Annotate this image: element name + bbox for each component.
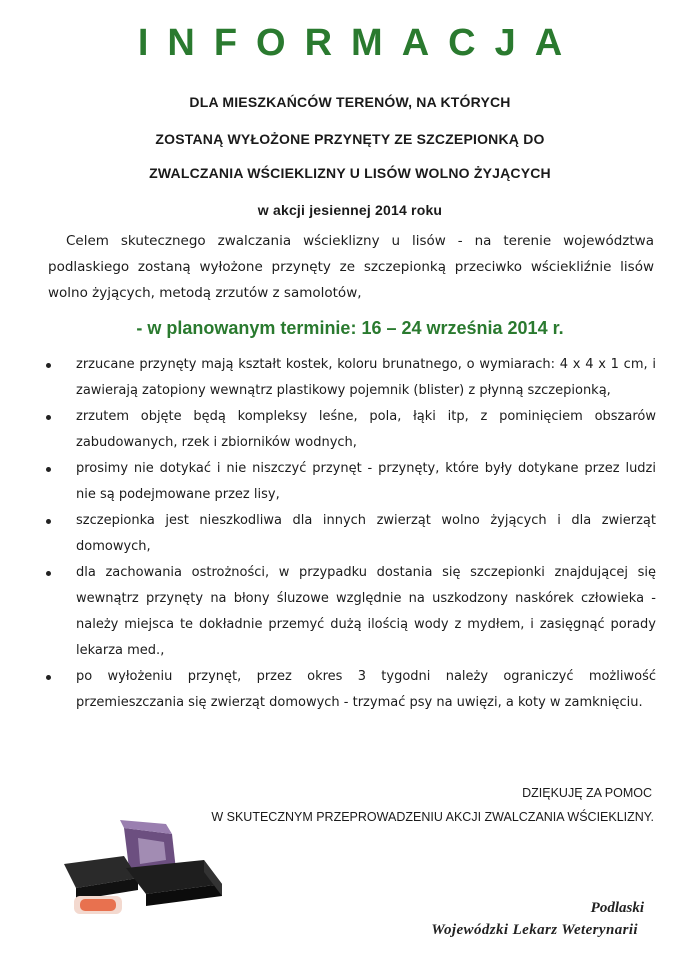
headline-line-2: ZOSTANĄ WYŁOŻONE PRZYNĘTY ZE SZCZEPIONKĄ DO (155, 131, 545, 147)
headline-line-1: DLA MIESZKAŃCÓW TERENÓW, NA KTÓRYCH (189, 94, 511, 110)
bullet-icon (46, 415, 51, 420)
list-item (44, 664, 656, 716)
instructions-list (44, 352, 656, 716)
list-item (44, 560, 656, 664)
campaign-subtitle: w akcji jesiennej 2014 roku (257, 202, 443, 218)
bullet-icon (46, 519, 51, 524)
dark-bait-cube-icon (64, 856, 138, 900)
dark-bait-cube-icon-2 (126, 860, 222, 906)
thanks-line-2: W SKUTECZNYM PRZEPROWADZENIU AKCJI ZWALCZANIA WŚCIEKLIZNY. (211, 810, 654, 824)
list-item (44, 508, 656, 560)
bullet-icon (46, 675, 51, 680)
list-item-text: prosimy nie dotykać i nie niszczyć przynęt - przynęty, które były dotykane przez ludzi nie są podejmowane przez lisy, (76, 461, 656, 502)
bullet-icon (46, 571, 51, 576)
orange-blister-icon (74, 896, 122, 914)
signature-line-2: Wojewódzki Lekarz Weterynarii (431, 922, 638, 938)
planned-term: - w planowanym terminie: 16 – 24 września 2014 r. (136, 318, 564, 338)
signature-line-1: Podlaski (590, 900, 644, 916)
list-item-text: dla zachowania ostrożności, w przypadku dostania się szczepionki znajdującej się wewnątrz przynęty na błony śluzowe względnie na uszkodzony naskórek człowieka - należy miejsca te dokładnie przemyć dużą ilością wody z mydłem, i zasięgnąć porady lekarza med., (76, 565, 656, 658)
list-item-text: po wyłożeniu przynęt, przez okres 3 tygodni należy ograniczyć możliwość przemieszczania się zwierząt domowych - trzymać psy na uwięzi, a koty w zamknięciu. (76, 669, 656, 710)
list-item (44, 352, 656, 404)
list-item (44, 404, 656, 456)
bullet-icon (46, 363, 51, 368)
bullet-icon (46, 467, 51, 472)
list-item-text: szczepionka jest nieszkodliwa dla innych zwierząt wolno żyjących i dla zwierząt domowych, (76, 513, 656, 554)
list-item-text: zrzutem objęte będą kompleksy leśne, pola, łąki itp, z pominięciem obszarów zabudowanych, rzek i zbiorników wodnych, (76, 409, 656, 450)
intro-paragraph: Celem skutecznego zwalczania wścieklizny u lisów - na terenie województwa podlaskiego zostaną wyłożone przynęty ze szczepionką przeciwko wściekliźnie lisów wolno żyjących, metodą zrzutów z samolotów, (48, 233, 654, 301)
thanks-line-1: DZIĘKUJĘ ZA POMOC (522, 786, 652, 800)
list-item-text: zrzucane przynęty mają kształt kostek, koloru brunatnego, o wymiarach: 4 x 4 x 1 cm, i zawierają zatopiony wewnątrz plastikowy pojemnik (blister) z płynną szczepionką, (76, 357, 656, 398)
page-title: INFORMACJA (137, 22, 582, 64)
bait-cubes-illustration (54, 820, 234, 920)
headline-line-3: ZWALCZANIA WŚCIEKLIZNY U LISÓW WOLNO ŻYJĄCYCH (149, 165, 551, 181)
list-item (44, 456, 656, 508)
